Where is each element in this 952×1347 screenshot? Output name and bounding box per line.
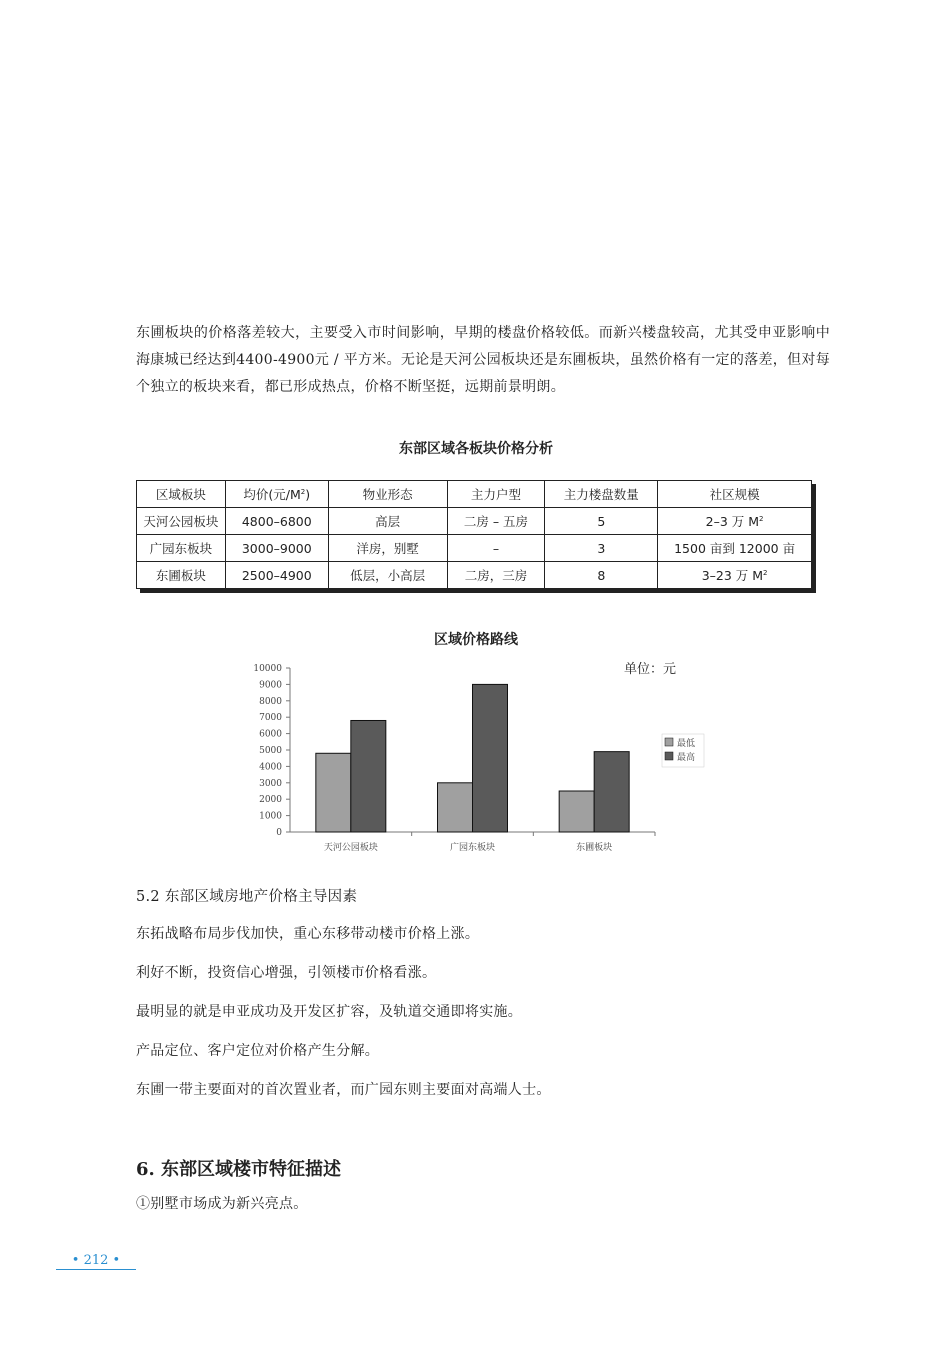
bar xyxy=(351,720,386,832)
table-row xyxy=(137,508,812,535)
table-cell: 3 xyxy=(545,535,658,562)
factor-line: 产品定位、客户定位对价格产生分解。 xyxy=(136,1043,380,1059)
y-tick-label: 6000 xyxy=(259,729,282,740)
y-tick-label: 1000 xyxy=(259,811,282,822)
factor-line: 最明显的就是申亚成功及开发区扩容，及轨道交通即将实施。 xyxy=(136,1004,523,1020)
chart-title: 区域价格路线 xyxy=(434,632,518,648)
legend-swatch xyxy=(665,752,673,760)
price-table-wrapper xyxy=(136,480,812,589)
table-cell: 东圃板块 xyxy=(137,562,226,589)
bar xyxy=(473,684,508,832)
bar xyxy=(438,783,473,832)
bar xyxy=(559,791,594,832)
price-bar-chart xyxy=(240,655,720,865)
header-cell: 主力户型 xyxy=(447,481,545,508)
table-cell: 高层 xyxy=(328,508,447,535)
y-tick-label: 10000 xyxy=(253,664,282,674)
table-cell: 1500 亩到 12000 亩 xyxy=(658,535,812,562)
y-tick-label: 4000 xyxy=(259,762,282,773)
x-tick-label: 东圃板块 xyxy=(576,843,613,853)
y-tick-label: 9000 xyxy=(259,680,282,691)
y-tick-label: 5000 xyxy=(259,746,282,756)
intro-paragraph: 东圃板块的价格落差较大，主要受入市时间影响，早期的楼盘价格较低。而新兴楼盘较高，尤其受申亚影响中海康城已经达到4400-4900元 / 平方米。无论是天河公园板块还是东圃板块，虽然价格有一定的落差，但对每个独立的板块来看，都已形成热点，价格不断坚挺，远期前景明朗。 xyxy=(136,325,830,395)
header-cell: 社区规模 xyxy=(658,481,812,508)
table-cell: 二房 – 五房 xyxy=(447,508,545,535)
y-tick-label: 2000 xyxy=(259,795,282,806)
table-cell: 3000–9000 xyxy=(225,535,328,562)
table-cell: – xyxy=(447,535,545,562)
table-cell: 天河公园板块 xyxy=(137,508,226,535)
table-cell: 8 xyxy=(545,562,658,589)
price-table xyxy=(136,480,812,589)
y-tick-label: 0 xyxy=(276,828,282,838)
x-tick-label: 广园东板块 xyxy=(449,843,496,853)
table-cell: 3–23 万 $M^2$ xyxy=(658,562,812,589)
header-cell: 区域板块 xyxy=(137,481,226,508)
table-header-row xyxy=(137,481,812,508)
table-cell: 2500–4900 xyxy=(225,562,328,589)
section-52-heading: 5.2 东部区域房地产价格主导因素 xyxy=(136,889,358,905)
legend-swatch xyxy=(665,738,673,746)
legend-label: 最高 xyxy=(677,753,696,763)
table-cell: 4800–6800 xyxy=(225,508,328,535)
header-cell: 物业形态 xyxy=(328,481,447,508)
table-title: 东部区域各板块价格分析 xyxy=(399,441,553,457)
bar xyxy=(316,753,351,832)
section-6-line: ①别墅市场成为新兴亮点。 xyxy=(136,1196,308,1212)
page-number: • 212 • xyxy=(56,1253,136,1270)
y-tick-label: 3000 xyxy=(259,778,282,789)
table-cell: 2–3 万 $M^2$ xyxy=(658,508,812,535)
table-row xyxy=(137,562,812,589)
table-cell: 二房，三房 xyxy=(447,562,545,589)
chart-unit: 单位：元 xyxy=(624,662,677,677)
header-cell: 主力楼盘数量 xyxy=(545,481,658,508)
table-row xyxy=(137,535,812,562)
table-cell: 广园东板块 xyxy=(137,535,226,562)
factor-line: 东圃一带主要面对的首次置业者，而广园东则主要面对高端人士。 xyxy=(136,1082,551,1098)
y-tick-label: 7000 xyxy=(259,713,282,724)
header-cell: 均价(元$/M^2$) xyxy=(225,481,328,508)
legend-label: 最低 xyxy=(677,739,696,749)
table-cell: 低层，小高层 xyxy=(328,562,447,589)
table-cell: 5 xyxy=(545,508,658,535)
factor-line: 利好不断，投资信心增强，引领楼市价格看涨。 xyxy=(136,965,437,981)
bar xyxy=(594,752,629,832)
x-tick-label: 天河公园板块 xyxy=(323,843,378,853)
table-cell: 洋房，别墅 xyxy=(328,535,447,562)
section-6-heading: 6. 东部区域楼市特征描述 xyxy=(136,1159,342,1180)
factor-line: 东拓战略布局步伐加快，重心东移带动楼市价格上涨。 xyxy=(136,926,480,942)
y-tick-label: 8000 xyxy=(259,696,282,707)
